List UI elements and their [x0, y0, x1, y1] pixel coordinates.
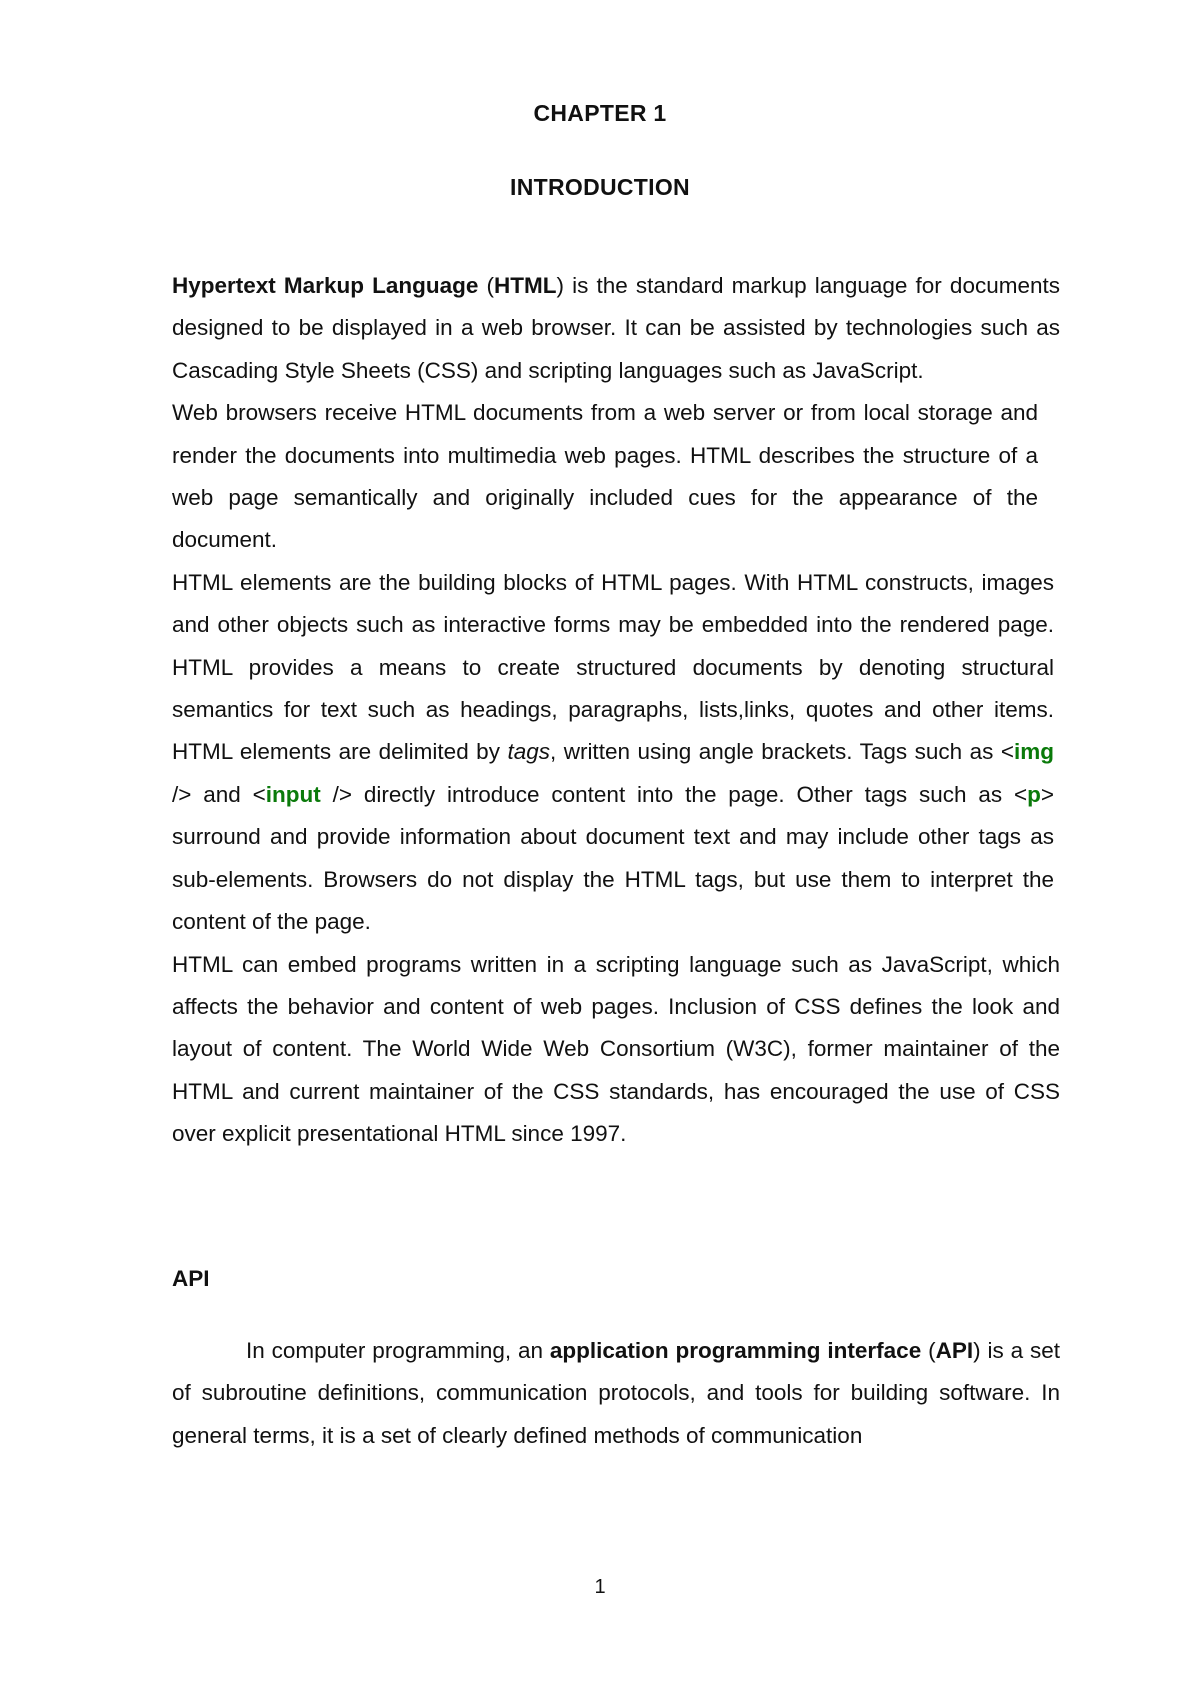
paragraph-text: ) is a set of subroutine definitions, communication protocols, and tools for building software. In general terms, it is a set of clearly defined methods of communication [172, 1338, 1060, 1448]
paragraph-text: /> and < [172, 781, 266, 807]
paragraph-html-definition [172, 265, 1060, 392]
page-number: 1 [594, 1576, 606, 1598]
tag-p: p [1027, 781, 1041, 807]
tag-input: input [265, 781, 321, 807]
paragraph-text: HTML elements are the building blocks of HTML pages. With HTML constructs, images and other objects such as interactive forms may be embedded into the rendered page. HTML provides a means to create structured documents by denoting structural semantics for text such as headings, paragraphs, lists,links, quotes and other items. HTML elements are delimited by [172, 569, 1054, 765]
paragraph-text: ) is the standard markup language for documents designed to be displayed in a web browser. It can be assisted by technologies such as Cascading Style Sheets (CSS) and scripting languages such as JavaScript. [172, 273, 1060, 383]
chapter-title: INTRODUCTION [510, 174, 690, 200]
term-hypertext-markup-language: Hypertext Markup Language [172, 273, 479, 298]
term-application-programming-interface: application programming interface [549, 1338, 922, 1363]
paragraph-text: , written using angle brackets. Tags such as < [549, 739, 1014, 765]
tag-img: img [1013, 739, 1054, 765]
section-heading-api: API [172, 1266, 210, 1291]
paragraph-text: > surround and provide information about document text and may include other tags as sub-elements. Browsers do not display the HTML tags, but use them to interpret the content of the page. [172, 781, 1054, 935]
term-tags: tags [507, 739, 550, 765]
paragraph-html-scripting: HTML can embed programs written in a scripting language such as JavaScript, which affects the behavior and content of web pages. Inclusion of CSS defines the look and layout of content. The World Wide Web Consortium (W3C), former maintainer of the HTML and current maintainer of the CSS standards, has encouraged the use of CSS over explicit presentational HTML since 1997. [172, 951, 1060, 1147]
paragraph-text: In computer programming, an [246, 1338, 550, 1363]
paragraph-html-elements [172, 562, 1060, 944]
term-html-abbr: HTML [494, 273, 557, 298]
paragraph-text: /> directly introduce content into the page. Other tags such as < [320, 781, 1028, 807]
term-api-abbr: API [935, 1338, 974, 1363]
paragraph-api-definition [172, 1330, 1060, 1457]
api-text [172, 1330, 1060, 1457]
paren-open: ( [478, 273, 494, 298]
chapter-label: CHAPTER 1 [533, 100, 667, 126]
paren-open: ( [921, 1338, 936, 1363]
body-text [172, 265, 1060, 1156]
paragraph-web-browsers: Web browsers receive HTML documents from a web server or from local storage and render the documents into multimedia web pages. HTML describes the structure of a web page semantically and originally included cues for the appearance of the document. [172, 400, 1038, 553]
